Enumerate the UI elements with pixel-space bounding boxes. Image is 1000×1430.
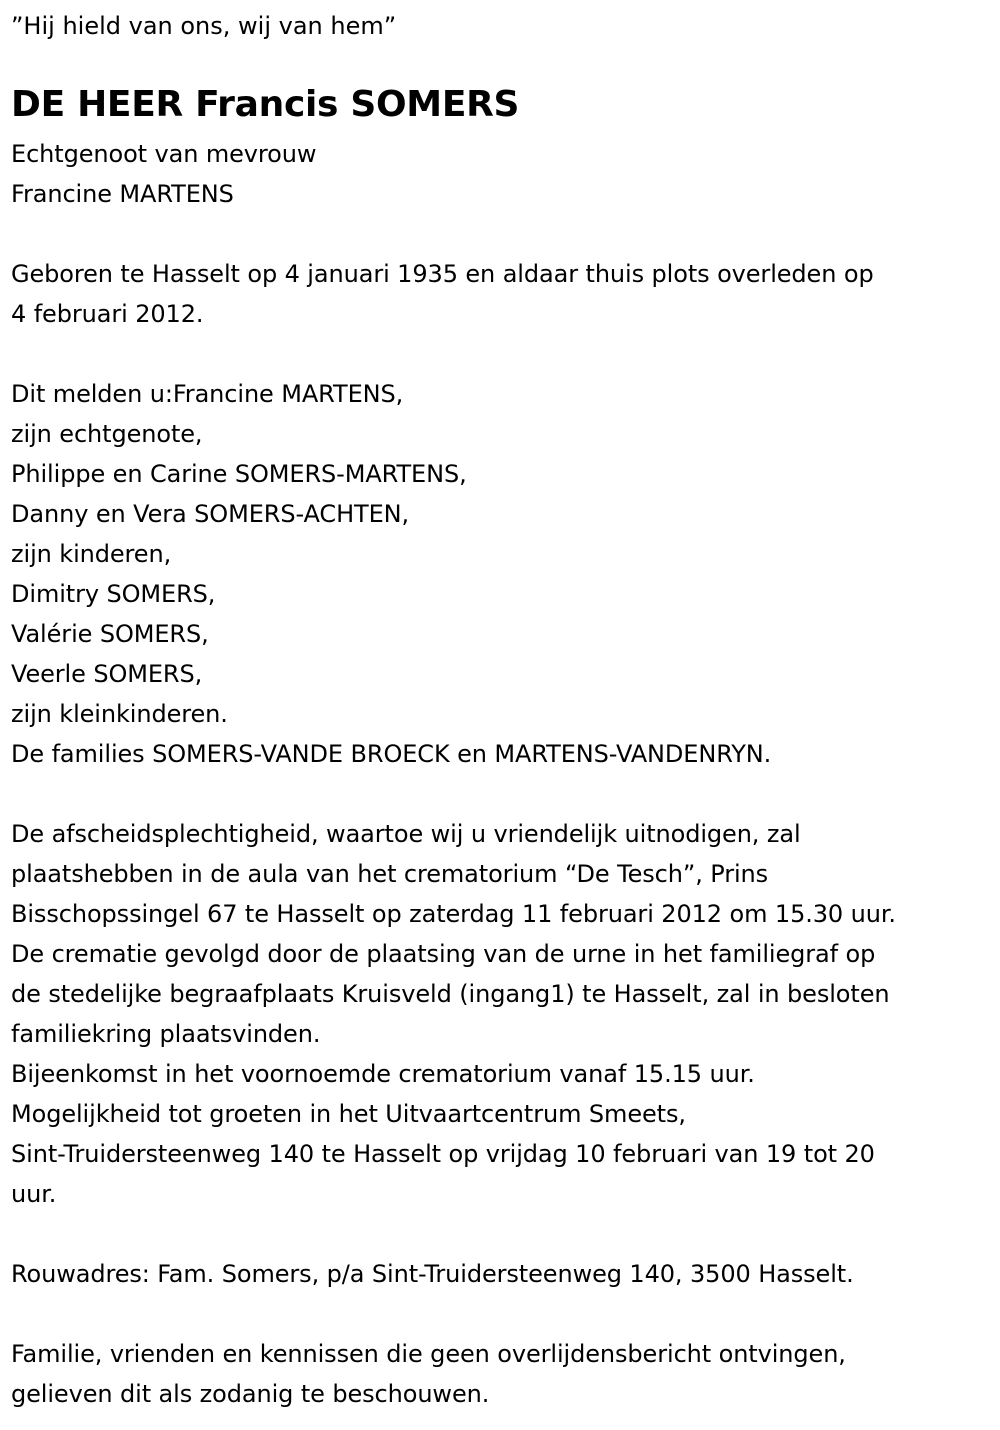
- announcer-line: Dimitry SOMERS,: [11, 580, 216, 608]
- ceremony-line: uur.: [11, 1180, 57, 1208]
- ceremony-line: De crematie gevolgd door de plaatsing van de urne in het familiegraf op: [11, 940, 876, 968]
- closing-note-line: gelieven dit als zodanig te beschouwen.: [11, 1380, 490, 1408]
- birth-death-section: [11, 254, 993, 334]
- announcer-line: zijn echtgenote,: [11, 420, 203, 448]
- ceremony-line: De afscheidsplechtigheid, waartoe wij u vriendelijk uitnodigen, zal: [11, 820, 801, 848]
- ceremony-line: Bijeenkomst in het voornoemde crematorium vanaf 15.15 uur.: [11, 1060, 755, 1088]
- announcer-line: Valérie SOMERS,: [11, 620, 209, 648]
- birth-death-line: Geboren te Hasselt op 4 januari 1935 en aldaar thuis plots overleden op: [11, 260, 874, 288]
- announcer-line: Veerle SOMERS,: [11, 660, 203, 688]
- announcer-line: zijn kleinkinderen.: [11, 700, 228, 728]
- birth-death-line: 4 februari 2012.: [11, 300, 204, 328]
- mourning-address-line: Rouwadres: Fam. Somers, p/a Sint-Truidersteenweg 140, 3500 Hasselt.: [11, 1260, 854, 1288]
- motto-quote: ”Hij hield van ons, wij van hem”: [11, 12, 397, 40]
- announcer-line: zijn kinderen,: [11, 540, 172, 568]
- ceremony-line: Sint-Truidersteenweg 140 te Hasselt op vrijdag 10 februari van 19 tot 20: [11, 1140, 875, 1168]
- ceremony-line: plaatshebben in de aula van het crematorium “De Tesch”, Prins: [11, 860, 769, 888]
- ceremony-line: de stedelijke begraafplaats Kruisveld (ingang1) te Hasselt, zal in besloten: [11, 980, 890, 1008]
- announcers-section: [11, 374, 993, 774]
- ceremony-line: Mogelijkheid tot groeten in het Uitvaartcentrum Smeets,: [11, 1100, 686, 1128]
- spouse-line: Francine MARTENS: [11, 180, 234, 208]
- mourning-address-section: [11, 1254, 993, 1294]
- spouse-line: Echtgenoot van mevrouw: [11, 140, 317, 168]
- ceremony-section: [11, 814, 993, 1214]
- deceased-name: DE HEER Francis SOMERS: [11, 84, 520, 125]
- announcer-line: Dit melden u:Francine MARTENS,: [11, 380, 404, 408]
- spouse-section: [11, 134, 993, 214]
- announcer-line: Danny en Vera SOMERS-ACHTEN,: [11, 500, 410, 528]
- announcer-line: Philippe en Carine SOMERS-MARTENS,: [11, 460, 467, 488]
- closing-note-line: Familie, vrienden en kennissen die geen overlijdensbericht ontvingen,: [11, 1340, 846, 1368]
- announcer-line: De families SOMERS-VANDE BROECK en MARTENS-VANDENRYN.: [11, 740, 772, 768]
- ceremony-line: familiekring plaatsvinden.: [11, 1020, 321, 1048]
- ceremony-line: Bisschopssingel 67 te Hasselt op zaterdag 11 februari 2012 om 15.30 uur.: [11, 900, 896, 928]
- closing-note-section: [11, 1334, 993, 1414]
